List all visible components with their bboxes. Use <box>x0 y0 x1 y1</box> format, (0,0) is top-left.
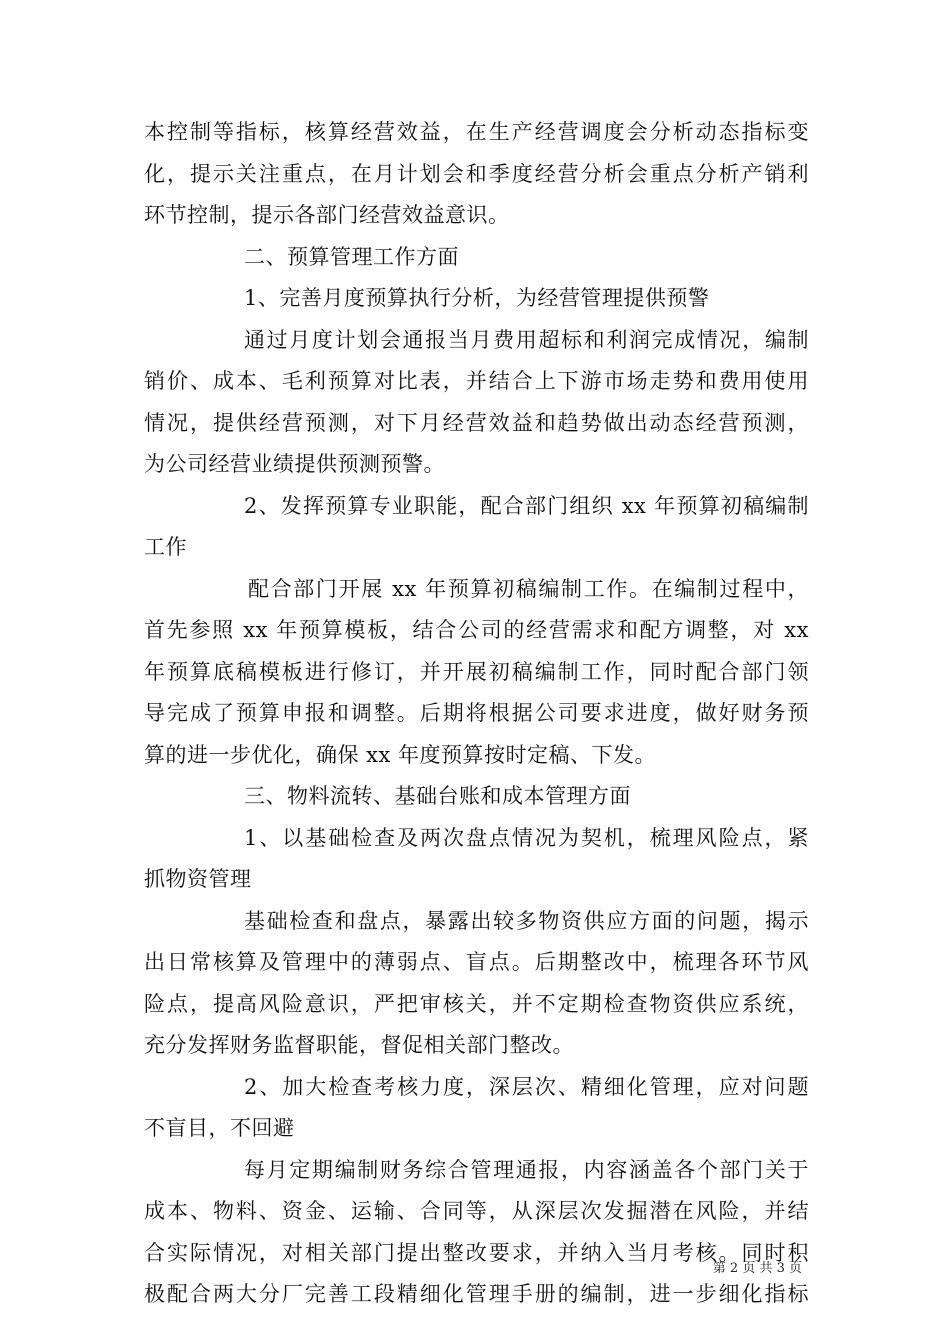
section-heading: 二、预算管理工作方面 <box>244 244 459 269</box>
paragraph-line: 首先参照 xx 年预算模板，结合公司的经营需求和配方调整，对 xx <box>144 618 809 642</box>
page-number: 第 2 页 共 3 页 <box>712 1261 802 1276</box>
paragraph-line: 极配合两大分厂完善工段精细化管理手册的编制，进一步细化指标 <box>144 1282 809 1306</box>
paragraph-line: 算的进一步优化，确保 xx 年度预算按时定稿、下发。 <box>144 742 657 767</box>
paragraph-line: 本控制等指标，核算经营效益，在生产经营调度会分析动态指标变 <box>144 120 809 144</box>
subsection-heading: 1、完善月度预算执行分析，为经营管理提供预警 <box>244 286 710 310</box>
paragraph-line: 为公司经营业绩提供预测预警。 <box>144 452 445 476</box>
subsection-heading: 抓物资管理 <box>144 867 252 891</box>
subsection-heading: 1、以基础检查及两次盘点情况为契机，梳理风险点，紧 <box>244 825 809 850</box>
paragraph-line: 成本、物料、资金、运输、合同等，从深层次发掘潜在风险，并结 <box>144 1199 809 1223</box>
paragraph-line: 年预算底稿模板进行修订，并开展初稿编制工作，同时配合部门领 <box>144 659 809 684</box>
paragraph-line: 化，提示关注重点，在月计划会和季度经营分析会重点分析产销利 <box>144 161 809 186</box>
subsection-heading: 2、发挥预算专业职能，配合部门组织 xx 年预算初稿编制 <box>244 493 809 518</box>
paragraph-line: 出日常核算及管理中的薄弱点、盲点。后期整改中，梳理各环节风 <box>144 950 809 974</box>
paragraph-line: 每月定期编制财务综合管理通报，内容涵盖各个部门关于 <box>244 1157 809 1182</box>
paragraph-line: 环节控制，提示各部门经营效益意识。 <box>144 203 510 227</box>
document-body <box>144 112 809 1316</box>
paragraph-line: 通过月度计划会通报当月费用超标和利润完成情况，编制 <box>244 327 809 352</box>
paragraph-line: 配合部门开展 xx 年预算初稿编制工作。在编制过程中， <box>248 576 809 601</box>
paragraph-line: 充分发挥财务监督职能，督促相关部门整改。 <box>144 1033 574 1057</box>
paragraph-line: 导完成了预算申报和调整。后期将根据公司要求进度，做好财务预 <box>144 701 809 725</box>
paragraph-line: 销价、成本、毛利预算对比表，并结合上下游市场走势和费用使用 <box>144 369 809 393</box>
section-heading: 三、物料流转、基础台账和成本管理方面 <box>244 784 631 808</box>
paragraph-line: 基础检查和盘点，暴露出较多物资供应方面的问题，揭示 <box>244 908 809 933</box>
subsection-heading: 不盲目，不回避 <box>144 1116 295 1140</box>
paragraph-line: 情况，提供经营预测，对下月经营效益和趋势做出动态经营预测， <box>144 410 809 435</box>
paragraph-line: 合实际情况，对相关部门提出整改要求，并纳入当月考核。同时积 <box>144 1240 809 1265</box>
paragraph-line: 险点，提高风险意识，严把审核关，并不定期检查物资供应系统， <box>144 991 809 1016</box>
subsection-heading: 工作 <box>144 535 187 559</box>
subsection-heading: 2、加大检查考核力度，深层次、精细化管理，应对问题 <box>244 1074 809 1099</box>
